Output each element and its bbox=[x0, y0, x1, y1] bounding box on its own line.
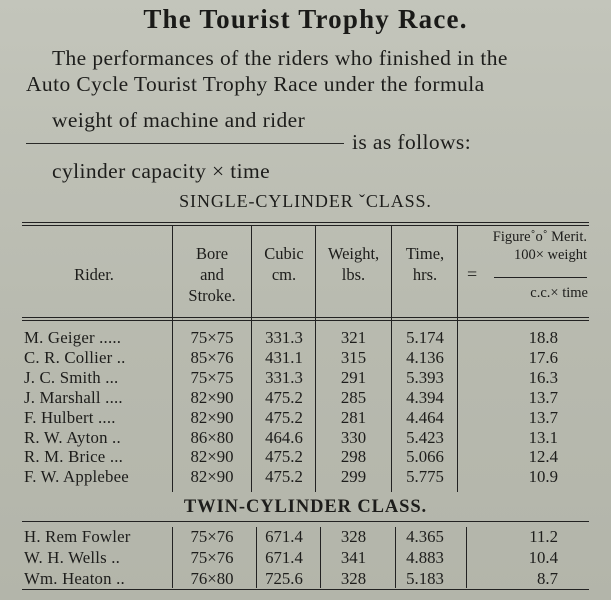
page-title: The Tourist Trophy Race. bbox=[143, 4, 468, 34]
twin-cylinder-heading: TWIN-CYLINDER CLASS. bbox=[183, 497, 428, 517]
rider-name-cell: R. M. Brice ... bbox=[24, 447, 124, 467]
table-row bbox=[0, 428, 611, 446]
weight-lbs-cell: 330 bbox=[340, 427, 367, 447]
figure-of-merit-cell: 13.1 bbox=[528, 427, 558, 447]
rider-name-cell: R. W. Ayton .. bbox=[24, 427, 121, 447]
figure-of-merit-cell: 17.6 bbox=[528, 347, 558, 367]
header-cubic bbox=[253, 243, 315, 285]
table-row bbox=[0, 548, 611, 566]
figure-of-merit-cell: 13.7 bbox=[528, 407, 558, 427]
bore-stroke-cell: 85×76 bbox=[190, 347, 234, 367]
table-row bbox=[0, 527, 611, 545]
weight-lbs-cell: 281 bbox=[340, 407, 367, 427]
cubic-cm-cell: 431.1 bbox=[265, 347, 303, 367]
formula-tail: is as follows: bbox=[352, 130, 472, 154]
bore-stroke-cell: 82×90 bbox=[190, 407, 234, 427]
header-bottom-rule bbox=[22, 317, 589, 318]
cubic-cm-cell: 331.3 bbox=[265, 367, 303, 387]
formula-fraction-line bbox=[26, 143, 344, 144]
header-time-line-1: Time, bbox=[405, 244, 445, 263]
cubic-cm-cell: 331.3 bbox=[265, 328, 303, 347]
table-row bbox=[0, 368, 611, 386]
table-row bbox=[0, 348, 611, 366]
time-hrs-cell: 5.423 bbox=[406, 427, 444, 447]
time-hrs-cell: 4.883 bbox=[406, 548, 444, 567]
bore-stroke-cell: 75×76 bbox=[190, 527, 234, 546]
weight-lbs-cell: 315 bbox=[340, 347, 367, 367]
header-bore bbox=[174, 243, 250, 306]
rider-name-cell: H. Rem Fowler bbox=[24, 527, 131, 546]
header-merit-equals: = bbox=[467, 264, 478, 284]
header-merit-denominator: c.c.× time bbox=[530, 285, 588, 301]
bore-stroke-cell: 76×80 bbox=[190, 569, 234, 588]
rider-name-cell: F. W. Applebee bbox=[24, 467, 129, 487]
table-top-rule bbox=[22, 222, 589, 223]
weight-lbs-cell: 285 bbox=[340, 387, 367, 407]
bore-stroke-cell: 82×90 bbox=[190, 467, 234, 487]
rider-name-cell: C. R. Collier .. bbox=[24, 347, 126, 367]
rider-name-cell: W. H. Wells .. bbox=[24, 548, 121, 567]
header-bottom-rule-inner bbox=[22, 320, 589, 321]
header-weight-line-2: lbs. bbox=[341, 265, 366, 284]
time-hrs-cell: 5.393 bbox=[406, 367, 444, 387]
formula-numerator: weight of machine and rider bbox=[52, 108, 306, 132]
weight-lbs-cell: 328 bbox=[340, 569, 367, 588]
weight-lbs-cell: 328 bbox=[340, 527, 367, 546]
time-hrs-cell: 4.365 bbox=[406, 527, 444, 546]
table-bottom-rule bbox=[22, 589, 589, 590]
intro-line-2: Auto Cycle Tourist Trophy Race under the formula bbox=[26, 72, 485, 96]
cubic-cm-cell: 671.4 bbox=[265, 548, 303, 567]
weight-lbs-cell: 291 bbox=[340, 367, 367, 387]
weight-lbs-cell: 298 bbox=[340, 447, 367, 467]
cubic-cm-cell: 475.2 bbox=[265, 387, 303, 407]
table-row bbox=[0, 447, 611, 465]
header-weight bbox=[317, 243, 390, 285]
time-hrs-cell: 5.775 bbox=[406, 467, 444, 487]
rider-name-cell: J. C. Smith ... bbox=[24, 367, 119, 387]
header-merit-line-2: 100× weight bbox=[513, 247, 587, 263]
header-time bbox=[392, 243, 458, 285]
cubic-cm-cell: 725.6 bbox=[265, 569, 303, 588]
figure-of-merit-cell: 10.9 bbox=[528, 467, 558, 487]
header-bore-line-3: Stroke. bbox=[188, 286, 236, 305]
bore-stroke-cell: 75×76 bbox=[190, 548, 234, 567]
bore-stroke-cell: 75×75 bbox=[190, 328, 234, 347]
cubic-cm-cell: 475.2 bbox=[265, 407, 303, 427]
header-time-line-2: hrs. bbox=[412, 265, 438, 284]
time-hrs-cell: 4.394 bbox=[406, 387, 444, 407]
table-row bbox=[0, 328, 611, 346]
rider-name-cell: Wm. Heaton .. bbox=[24, 569, 125, 588]
bore-stroke-cell: 82×90 bbox=[190, 387, 234, 407]
time-hrs-cell: 5.174 bbox=[406, 328, 444, 347]
weight-lbs-cell: 341 bbox=[340, 548, 367, 567]
table-row bbox=[0, 569, 611, 587]
figure-of-merit-cell: 13.7 bbox=[528, 387, 558, 407]
header-merit bbox=[459, 228, 587, 264]
header-bore-line-2: and bbox=[200, 265, 224, 284]
figure-of-merit-cell: 12.4 bbox=[528, 447, 558, 467]
twin-heading-rule bbox=[22, 521, 589, 522]
bore-stroke-cell: 86×80 bbox=[190, 427, 234, 447]
cubic-cm-cell: 475.2 bbox=[265, 467, 303, 487]
rider-name-cell: F. Hulbert .... bbox=[24, 407, 116, 427]
figure-of-merit-cell: 8.7 bbox=[537, 569, 558, 588]
figure-of-merit-cell: 16.3 bbox=[528, 367, 558, 387]
rider-name-cell: J. Marshall .... bbox=[24, 387, 123, 407]
weight-lbs-cell: 299 bbox=[340, 467, 367, 487]
bore-stroke-cell: 82×90 bbox=[190, 447, 234, 467]
header-merit-fraction-line bbox=[494, 277, 587, 278]
bore-stroke-cell: 75×75 bbox=[190, 367, 234, 387]
cubic-cm-cell: 464.6 bbox=[265, 427, 303, 447]
figure-of-merit-cell: 10.4 bbox=[528, 548, 558, 567]
formula-denominator: cylinder capacity × time bbox=[52, 159, 271, 183]
intro-line-1: The performances of the riders who finished in the bbox=[52, 46, 508, 70]
table-row bbox=[0, 408, 611, 426]
time-hrs-cell: 4.464 bbox=[406, 407, 444, 427]
header-merit-line-1: Figure˚o˚ Merit. bbox=[492, 229, 587, 245]
table-top-rule-inner bbox=[22, 225, 589, 226]
table-row bbox=[0, 388, 611, 406]
weight-lbs-cell: 321 bbox=[340, 328, 367, 347]
single-cylinder-heading: SINGLE-CYLINDER ˇCLASS. bbox=[179, 191, 432, 211]
cubic-cm-cell: 671.4 bbox=[265, 527, 303, 546]
header-bore-line-1: Bore bbox=[195, 244, 229, 263]
rider-name-cell: M. Geiger ..... bbox=[24, 328, 122, 347]
table-row bbox=[0, 467, 611, 485]
figure-of-merit-cell: 11.2 bbox=[529, 527, 558, 546]
header-rider: Rider. bbox=[74, 265, 114, 284]
time-hrs-cell: 5.066 bbox=[406, 447, 444, 467]
header-cubic-line-2: cm. bbox=[271, 265, 297, 284]
time-hrs-cell: 4.136 bbox=[406, 347, 444, 367]
header-weight-line-1: Weight, bbox=[327, 244, 380, 263]
header-cubic-line-1: Cubic bbox=[264, 244, 304, 263]
time-hrs-cell: 5.183 bbox=[406, 569, 444, 588]
figure-of-merit-cell: 18.8 bbox=[528, 328, 558, 347]
cubic-cm-cell: 475.2 bbox=[265, 447, 303, 467]
